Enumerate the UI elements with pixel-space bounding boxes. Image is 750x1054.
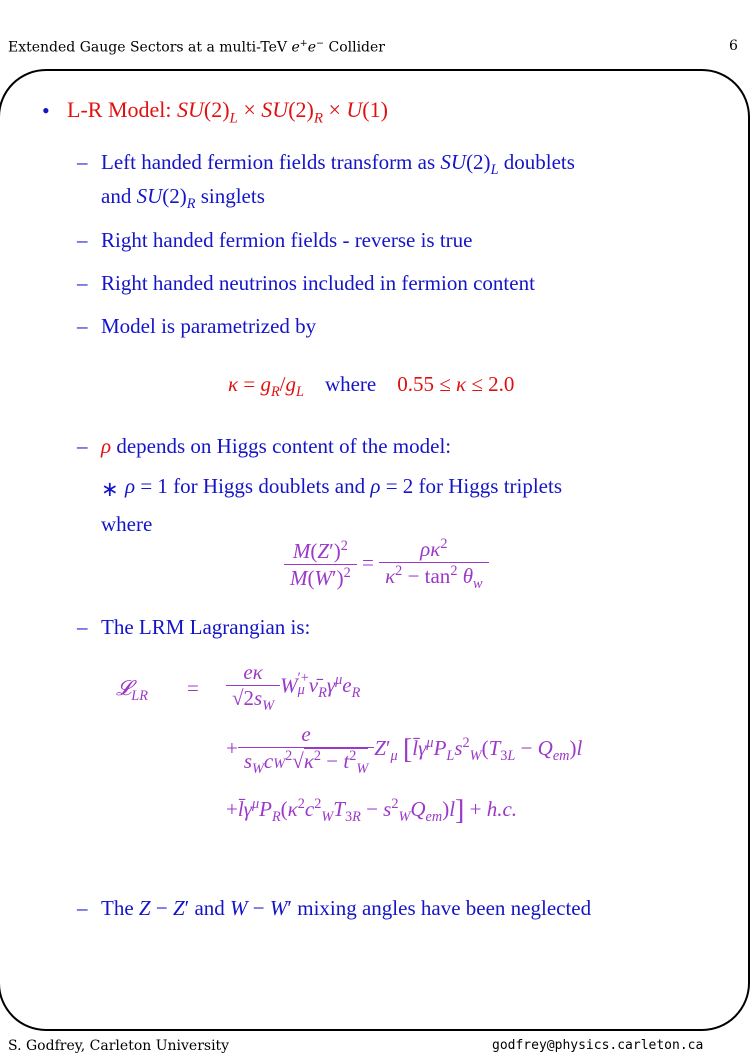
footer-author: S. Godfrey, Carleton University bbox=[8, 1038, 230, 1054]
lagrangian-line-1: $\frac{e\kappa}{√2s_W}$ W ′+ μ $\nū_R\gamma^\mu e_R$ bbox=[226, 660, 360, 715]
item-lagrangian: The LRM Lagrangian is: bbox=[101, 615, 311, 639]
asterisk-icon: ∗ bbox=[101, 477, 119, 501]
kappa-equation: $\kappa = g_R/g_L$ where 0.55 ≤ κ ≤ 2.0 bbox=[228, 372, 515, 401]
main-bullet-text: L-R Model: $SU(2)_L \times SU(2)_R \times U(1)$ bbox=[67, 97, 388, 127]
lagrangian-lhs: 𝓛$_{LR}$ bbox=[116, 676, 148, 705]
main-bullet-icon: • bbox=[42, 98, 50, 123]
dash-icon: – bbox=[77, 896, 88, 920]
lagrangian-line-3: $+l̄\gamma^\mu P_R(\kappa^2c^2_WT_{3R} - s^2_WQ_{em})l] + h.c$. bbox=[226, 795, 518, 826]
dash-icon: – bbox=[77, 271, 88, 295]
dash-icon: – bbox=[77, 615, 88, 639]
item-rho: ρ depends on Higgs content of the model: bbox=[101, 434, 452, 458]
page-number: 6 bbox=[729, 38, 738, 54]
item-parametrized: Model is parametrized by bbox=[101, 314, 317, 338]
item-left-handed-cont: and $SU(2)_R$ singlets bbox=[101, 184, 265, 213]
item-right-handed: Right handed fermion fields - reverse is true bbox=[101, 228, 473, 252]
running-title: Extended Gauge Sectors at a multi-TeV e+e− Collider bbox=[8, 38, 385, 56]
item-neutrinos: Right handed neutrinos included in fermion content bbox=[101, 271, 535, 295]
item-mixing-angles: The Z − Z′ and W − W′ mixing angles have been neglected bbox=[101, 896, 592, 920]
item-where: where bbox=[101, 512, 153, 536]
mass-ratio-equation: $\frac{M(Z')^2}{M(W')^2}$ = $\frac{\rho\kappa^2}{\kappa^2 - \tan^2 \theta_w}$ bbox=[284, 536, 489, 593]
dash-icon: – bbox=[77, 434, 88, 458]
dash-icon: – bbox=[77, 150, 88, 174]
item-rho-values: ρ = 1 for Higgs doublets and ρ = 2 for Higgs triplets bbox=[125, 474, 563, 498]
dash-icon: – bbox=[77, 228, 88, 252]
item-left-handed: Left handed fermion fields transform as $SU(2)_L$ doublets bbox=[101, 150, 575, 179]
lagrangian-equals: = bbox=[187, 676, 199, 700]
lagrangian-line-2: + $\frac{e}{s_WcW^2√\kappa^2 - t^2_W}$ $Z'_\mu$ [$l̄\gamma^\mu P_Ls^2_W(T_{3L} - Q_{em})l$ bbox=[226, 722, 583, 778]
footer-email[interactable]: godfrey@physics.carleton.ca bbox=[492, 1038, 704, 1053]
dash-icon: – bbox=[77, 314, 88, 338]
